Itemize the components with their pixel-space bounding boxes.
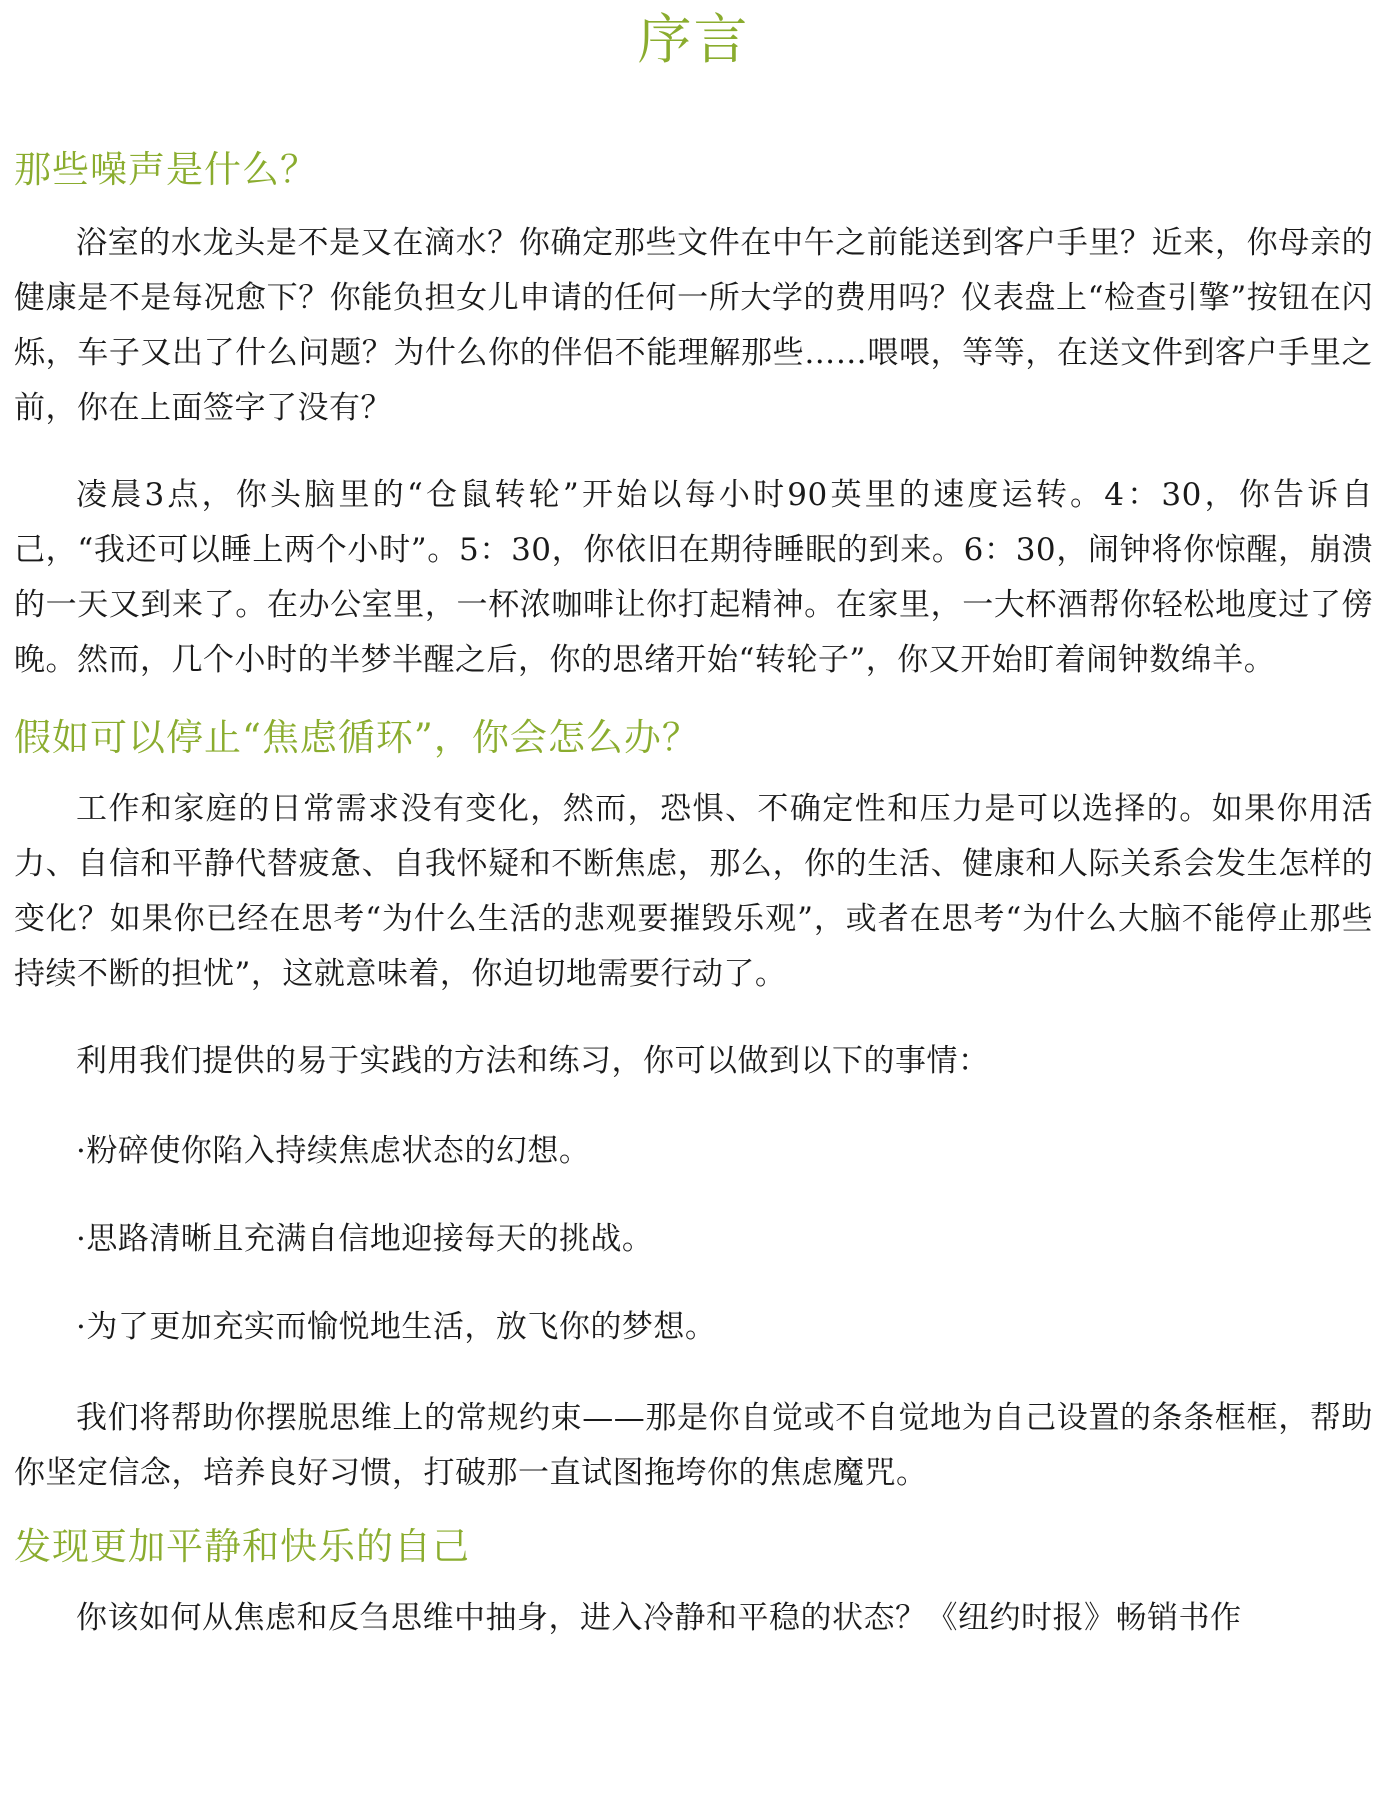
bullet-item: ·思路清晰且充满自信地迎接每天的挑战。 (76, 1221, 654, 1257)
section-heading-discover-self: 发现更加平静和快乐的自己 (14, 1525, 470, 1568)
page-title: 序言 (637, 8, 750, 71)
paragraph: 凌晨3点，你头脑里的“仓鼠转轮”开始以每小时90英里的速度运转。4：30，你告诉自己，“我还可以睡上两个小时”。5：30，你依旧在期待睡眠的到来。6：30，闹钟将你惊醒，崩溃的一天又到来了。在办公室里，一杯浓咖啡让你打起精神。在家里，一大杯酒帮你轻松地度过了傍晚。然而，几个小时的半梦半醒之后，你的思绪开始“转轮子”，你又开始盯着闹钟数绵羊。 (14, 477, 1373, 678)
paragraph: 你该如何从焦虑和反刍思维中抽身，进入冷静和平稳的状态？《纽约时报》畅销书作 (76, 1600, 1242, 1636)
bullet-item: ·粉碎使你陷入持续焦虑状态的幻想。 (76, 1133, 591, 1169)
paragraph: 利用我们提供的易于实践的方法和练习，你可以做到以下的事情： (76, 1043, 990, 1079)
paragraph: 浴室的水龙头是不是又在滴水？你确定那些文件在中午之前能送到客户手里？近来，你母亲的健康是不是每况愈下？你能负担女儿申请的任何一所大学的费用吗？仪表盘上“检查引擎”按钮在闪烁，车子又出了什么问题？为什么你的伴侣不能理解那些……喂喂，等等，在送文件到客户手里之前，你在上面签字了没有？ (14, 225, 1373, 426)
bullet-item: ·为了更加充实而愉悦地生活，放飞你的梦想。 (76, 1309, 717, 1345)
paragraph: 我们将帮助你摆脱思维上的常规约束——那是你自觉或不自觉地为自己设置的条条框框，帮助你坚定信念，培养良好习惯，打破那一直试图拖垮你的焦虑魔咒。 (14, 1400, 1373, 1491)
paragraph: 工作和家庭的日常需求没有变化，然而，恐惧、不确定性和压力是可以选择的。如果你用活力、自信和平静代替疲惫、自我怀疑和不断焦虑，那么，你的生活、健康和人际关系会发生怎样的变化？如果你已经在思考“为什么生活的悲观要摧毁乐观”，或者在思考“为什么大脑不能停止那些持续不断的担忧”，这就意味着，你迫切地需要行动了。 (14, 791, 1373, 992)
section-heading-anxiety-cycle: 假如可以停止“焦虑循环”，你会怎么办？ (14, 716, 700, 759)
section-heading-noise: 那些噪声是什么？ (14, 148, 318, 191)
